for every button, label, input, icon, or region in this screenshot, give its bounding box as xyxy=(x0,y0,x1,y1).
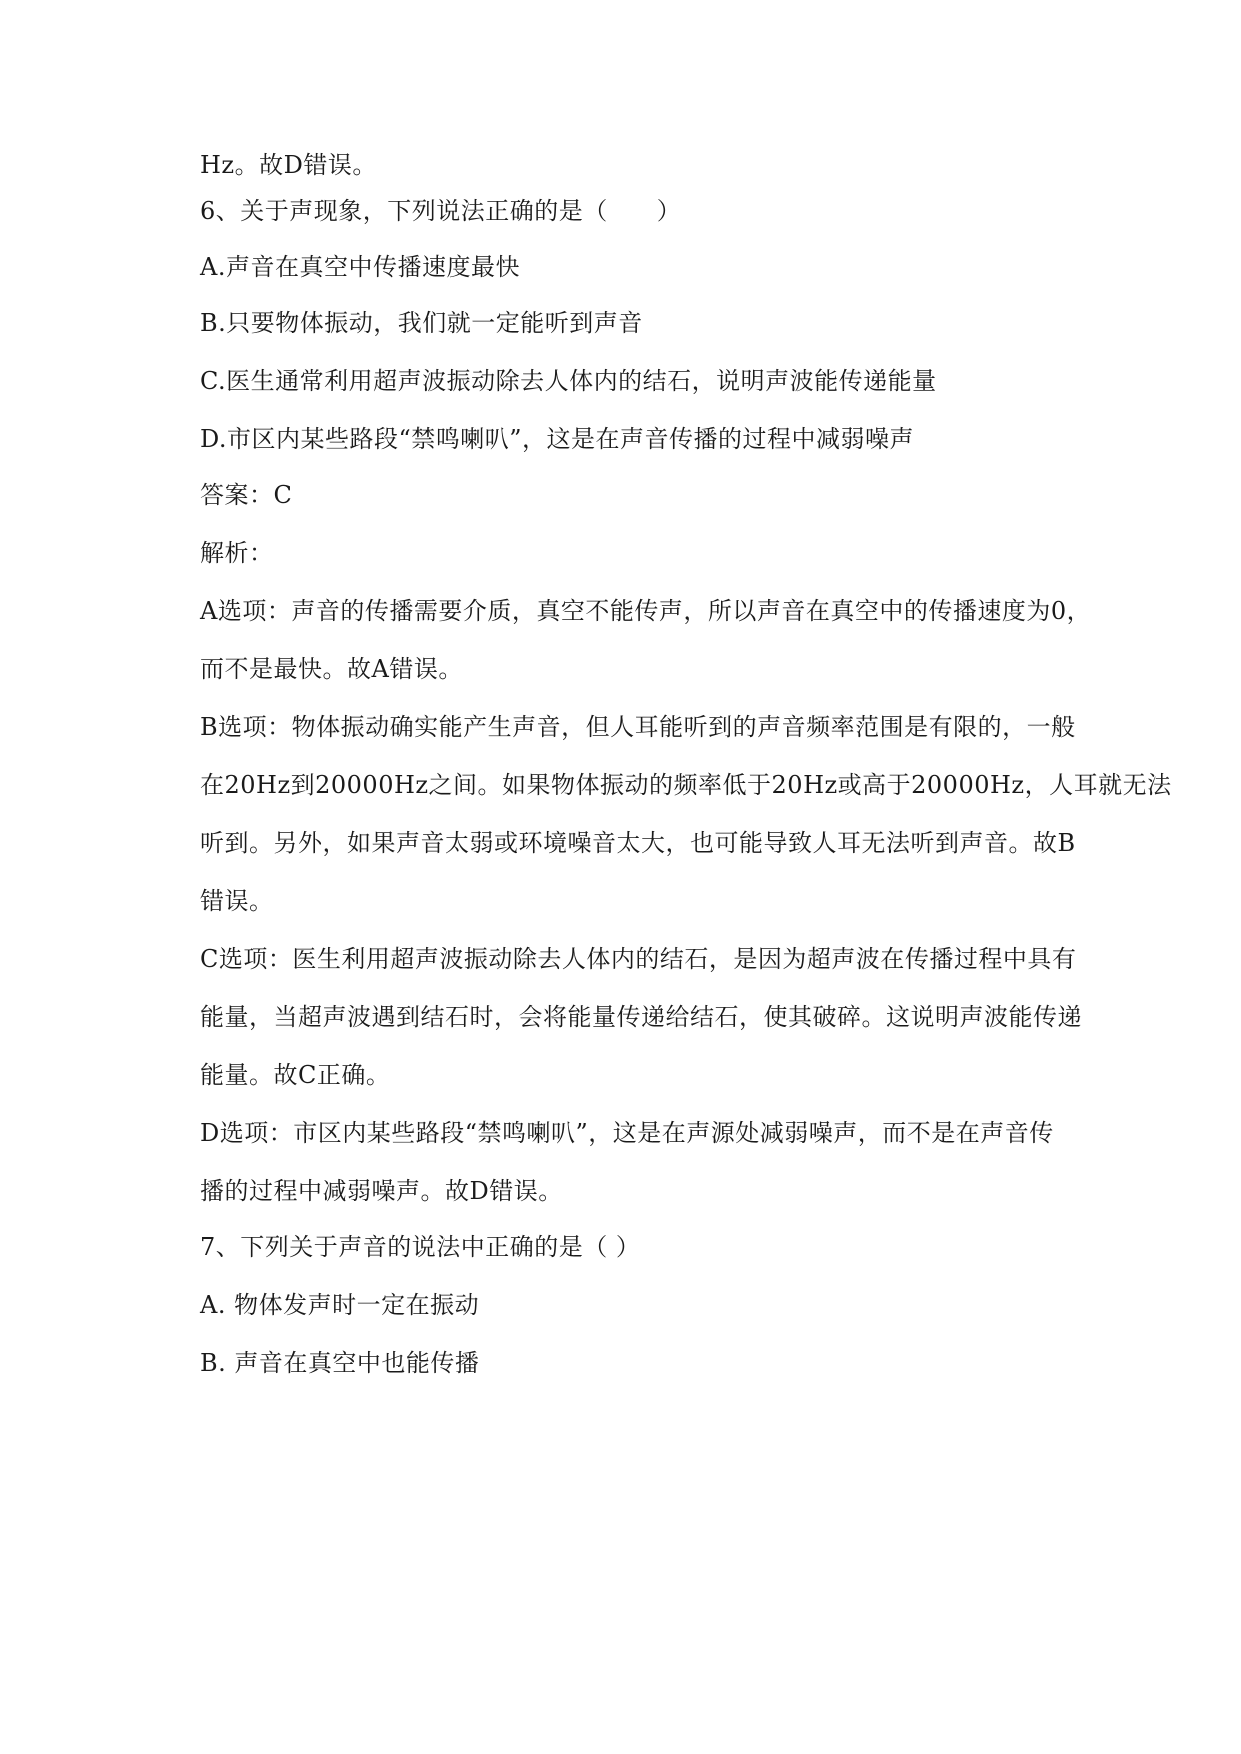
analysis-c-line-2: 能量，当超声波遇到结石时，会将能量传递给结石，使其破碎。这说明声波能传递 xyxy=(200,1003,1082,1031)
analysis-b-line-4: 错误。 xyxy=(200,887,274,915)
question-7-option-a: A. 物体发声时一定在振动 xyxy=(200,1291,480,1319)
question-7-option-b: B. 声音在真空中也能传播 xyxy=(200,1349,480,1377)
question-6-option-c: C.医生通常利用超声波振动除去人体内的结石，说明声波能传递能量 xyxy=(200,367,937,395)
question-6-option-d: D.市区内某些路段“禁鸣喇叭”，这是在声音传播的过程中减弱噪声 xyxy=(200,425,915,453)
analysis-b-line-2: 在20Hz到20000Hz之间。如果物体振动的频率低于20Hz或高于20000Hz，人耳就无法 xyxy=(200,771,1172,799)
analysis-b-line-3: 听到。另外，如果声音太弱或环境噪音太大，也可能导致人耳无法听到声音。故B xyxy=(200,829,1076,857)
analysis-b-line-1: B选项：物体振动确实能产生声音，但人耳能听到的声音频率范围是有限的，一般 xyxy=(200,713,1076,741)
text-line: Hz。故D错误。 xyxy=(200,151,377,179)
analysis-c-line-1: C选项：医生利用超声波振动除去人体内的结石，是因为超声波在传播过程中具有 xyxy=(200,945,1077,973)
answer-line: 答案：C xyxy=(200,481,293,509)
analysis-d-line-2: 播的过程中减弱噪声。故D错误。 xyxy=(200,1177,563,1205)
question-7-stem: 7、下列关于声音的说法中正确的是（ ） xyxy=(200,1233,641,1261)
question-6-stem: 6、关于声现象，下列说法正确的是（ ） xyxy=(200,197,682,225)
question-6-option-b: B.只要物体振动，我们就一定能听到声音 xyxy=(200,309,643,337)
analysis-d-line-1: D选项：市区内某些路段“禁鸣喇叭”，这是在声源处减弱噪声，而不是在声音传 xyxy=(200,1119,1054,1147)
analysis-a-line-2: 而不是最快。故A错误。 xyxy=(200,655,463,683)
analysis-c-line-3: 能量。故C正确。 xyxy=(200,1061,391,1089)
analysis-heading: 解析： xyxy=(200,539,274,567)
question-6-option-a: A.声音在真空中传播速度最快 xyxy=(200,253,520,281)
analysis-a-line-1: A选项：声音的传播需要介质，真空不能传声，所以声音在真空中的传播速度为0， xyxy=(200,597,1092,625)
